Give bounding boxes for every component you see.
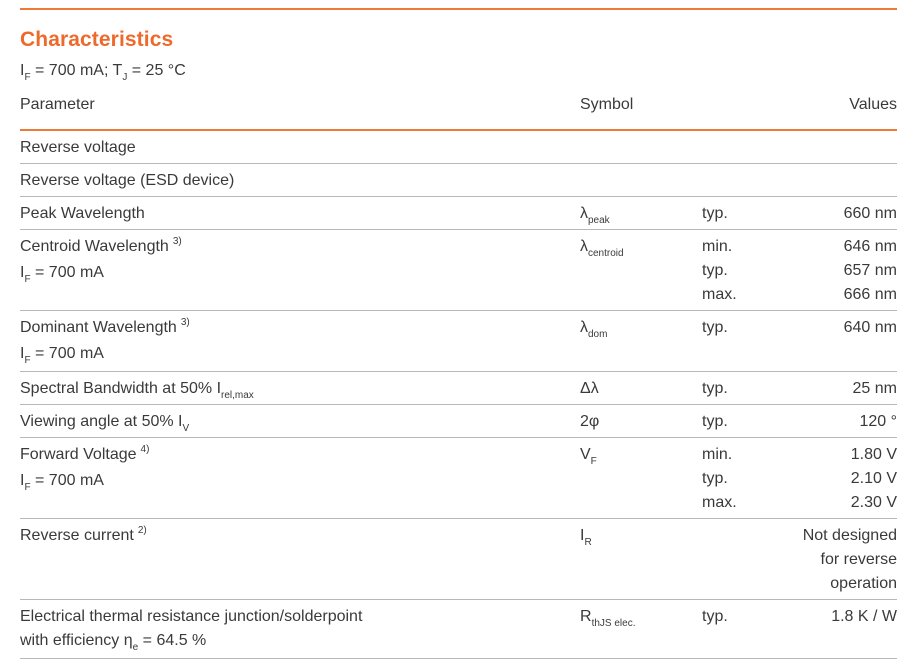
param-label: Spectral Bandwidth at 50% I bbox=[20, 380, 222, 397]
table-row bbox=[20, 405, 897, 438]
param-reverse-voltage: Reverse voltage bbox=[20, 139, 136, 156]
top-rule bbox=[20, 8, 897, 10]
value-typ: 2.10 V bbox=[850, 470, 897, 487]
param-sub: rel,max bbox=[221, 390, 254, 401]
table-row bbox=[20, 131, 897, 164]
kind-spectral-bandwidth: typ. bbox=[702, 380, 728, 397]
kind-centroid-wavelength bbox=[702, 235, 797, 307]
symbol-sub: dom bbox=[588, 329, 608, 340]
param-reverse-current bbox=[20, 524, 580, 596]
symbol-sub: R bbox=[584, 537, 592, 548]
symbol-reverse-current bbox=[580, 524, 702, 596]
param-sub: V bbox=[182, 423, 190, 434]
table-row bbox=[20, 438, 897, 519]
value-thermal-resistance: 1.8 K / W bbox=[831, 608, 897, 625]
cond-value: = 700 mA bbox=[30, 264, 104, 281]
cond-value: = 700 mA bbox=[30, 345, 104, 362]
table-row bbox=[20, 164, 897, 197]
kind-forward-voltage bbox=[702, 443, 797, 515]
param-tail: = 64.5 % bbox=[138, 632, 207, 649]
symbol-peak-wavelength bbox=[580, 202, 702, 226]
kind-typ: typ. bbox=[702, 470, 728, 487]
param-spectral-bandwidth bbox=[20, 377, 580, 401]
symbol-main: R bbox=[580, 608, 592, 625]
param-dominant-wavelength bbox=[20, 316, 580, 368]
kind-peak-wavelength: typ. bbox=[702, 205, 728, 222]
param-peak-wavelength: Peak Wavelength bbox=[20, 205, 145, 222]
cond-symbol: I bbox=[20, 264, 25, 281]
section-title: Characteristics bbox=[20, 28, 174, 51]
param-label: Forward Voltage bbox=[20, 446, 137, 463]
value-reverse-current bbox=[797, 524, 897, 596]
conditions-sub-j: J bbox=[122, 72, 128, 83]
symbol-sub: thJS elec. bbox=[591, 618, 636, 629]
symbol-main: λ bbox=[580, 319, 588, 336]
cond-symbol: I bbox=[20, 345, 25, 362]
symbol-dominant-wavelength bbox=[580, 316, 702, 368]
value-viewing-angle: 120 ° bbox=[859, 413, 897, 430]
table-row bbox=[20, 197, 897, 230]
value-peak-wavelength: 660 nm bbox=[843, 205, 897, 222]
table-row bbox=[20, 311, 897, 372]
footnote-ref: 3) bbox=[180, 317, 190, 328]
param-thermal-resistance bbox=[20, 605, 580, 655]
symbol-main: I bbox=[580, 527, 585, 544]
kind-reverse-current bbox=[702, 524, 797, 596]
cond-sub: F bbox=[24, 355, 31, 366]
footnote-ref: 2) bbox=[137, 525, 147, 536]
conditions-suffix: = 25 °C bbox=[127, 62, 186, 79]
symbol-forward-voltage bbox=[580, 443, 702, 515]
symbol-spectral-bandwidth: Δλ bbox=[580, 380, 599, 397]
conditions-mid: = 700 mA; T bbox=[30, 62, 123, 79]
param-viewing-angle bbox=[20, 410, 580, 434]
cond-sub: F bbox=[24, 274, 31, 285]
param-label: Viewing angle at 50% I bbox=[20, 413, 183, 430]
symbol-viewing-angle: 2φ bbox=[580, 413, 600, 430]
header-parameter: Parameter bbox=[20, 96, 95, 113]
symbol-main: V bbox=[580, 446, 591, 463]
param-label-2: with efficiency η bbox=[20, 632, 133, 649]
kind-thermal-resistance: typ. bbox=[702, 608, 728, 625]
param-reverse-voltage-esd: Reverse voltage (ESD device) bbox=[20, 172, 235, 189]
table-row bbox=[20, 600, 897, 659]
conditions-prefix: I bbox=[20, 62, 25, 79]
param-label: Electrical thermal resistance junction/solderpoint bbox=[20, 608, 363, 625]
symbol-main: λ bbox=[580, 205, 588, 222]
table-row bbox=[20, 519, 897, 600]
param-label: Centroid Wavelength bbox=[20, 238, 169, 255]
header-symbol: Symbol bbox=[580, 96, 634, 113]
table-row bbox=[20, 372, 897, 405]
param-forward-voltage bbox=[20, 443, 580, 515]
symbol-centroid-wavelength bbox=[580, 235, 702, 307]
cond-symbol: I bbox=[20, 472, 25, 489]
symbol-sub: peak bbox=[588, 215, 610, 226]
value-typ: 657 nm bbox=[843, 262, 897, 279]
value-forward-voltage bbox=[797, 443, 897, 515]
conditions-sub-f: F bbox=[24, 72, 31, 83]
value-max: 2.30 V bbox=[850, 494, 897, 511]
kind-dominant-wavelength: typ. bbox=[702, 319, 728, 336]
value-dominant-wavelength: 640 nm bbox=[843, 319, 897, 336]
kind-min: min. bbox=[702, 446, 733, 463]
header-values: Values bbox=[849, 96, 897, 113]
value-spectral-bandwidth: 25 nm bbox=[852, 380, 897, 397]
param-label: Dominant Wavelength bbox=[20, 319, 177, 336]
value-max: 666 nm bbox=[843, 286, 897, 303]
characteristics-table bbox=[20, 131, 897, 659]
param-label: Reverse current bbox=[20, 527, 134, 544]
kind-max: max. bbox=[702, 494, 737, 511]
kind-min: min. bbox=[702, 238, 733, 255]
value-line: Not designed bbox=[802, 527, 897, 544]
value-min: 646 nm bbox=[843, 238, 897, 255]
footnote-ref: 3) bbox=[172, 236, 182, 247]
table-row bbox=[20, 230, 897, 311]
cond-sub: F bbox=[24, 482, 31, 493]
footnote-ref: 4) bbox=[140, 444, 150, 455]
kind-max: max. bbox=[702, 286, 737, 303]
param-sub: e bbox=[132, 642, 139, 653]
cond-value: = 700 mA bbox=[30, 472, 104, 489]
kind-typ: typ. bbox=[702, 262, 728, 279]
kind-viewing-angle: typ. bbox=[702, 413, 728, 430]
value-min: 1.80 V bbox=[850, 446, 897, 463]
value-line: operation bbox=[830, 575, 897, 592]
symbol-sub: F bbox=[590, 456, 597, 467]
test-conditions bbox=[20, 62, 186, 83]
value-line: for reverse bbox=[820, 551, 897, 568]
symbol-sub: centroid bbox=[588, 248, 624, 259]
param-centroid-wavelength bbox=[20, 235, 580, 307]
symbol-thermal-resistance bbox=[580, 605, 702, 655]
value-centroid-wavelength bbox=[797, 235, 897, 307]
symbol-main: λ bbox=[580, 238, 588, 255]
